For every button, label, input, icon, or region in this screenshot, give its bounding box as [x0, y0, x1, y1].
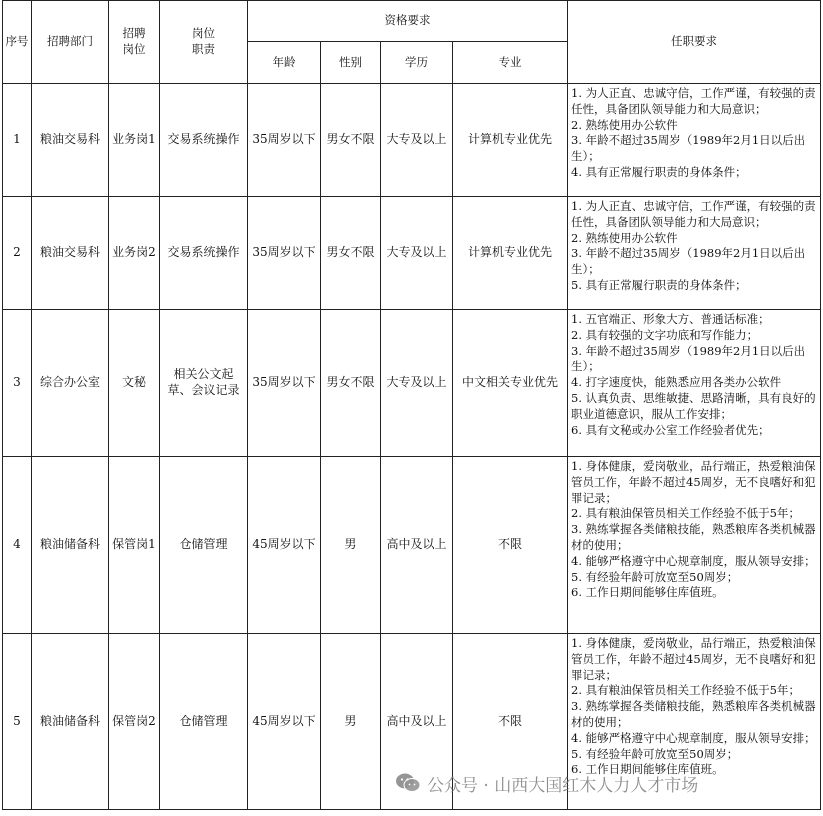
- cell-age: 35周岁以下: [248, 310, 321, 457]
- cell-age: 35周岁以下: [248, 197, 321, 310]
- requirement-line: 2. 具有粮油保管员相关工作经验不低于5年；: [571, 506, 800, 521]
- cell-post: 业务岗1: [109, 84, 160, 197]
- cell-gender: 男: [321, 634, 381, 810]
- cell-dept: 综合办公室: [32, 310, 109, 457]
- requirement-line: 1. 五官端正、形象大方、普通话标准；: [571, 312, 770, 326]
- cell-duty: 相关公文起草、会议记录: [160, 310, 248, 457]
- cell-dept: 粮油交易科: [32, 197, 109, 310]
- requirement-line: 4. 能够严格遵守中心规章制度，服从领导安排；: [571, 553, 816, 568]
- requirement-line: 5. 具有正常履行职责的身体条件；: [571, 277, 747, 292]
- cell-age: 45周岁以下: [248, 634, 321, 810]
- requirement-line: 2. 熟练使用办公软件: [571, 117, 678, 132]
- cell-duty: 仓储管理: [160, 634, 248, 810]
- header-major: 专业: [453, 42, 568, 84]
- cell-no: 2: [3, 197, 32, 310]
- requirement-line: 5. 认真负责、思维敏捷、思路清晰，具有良好的职业道德意识，服从工作安排；: [571, 390, 816, 421]
- cell-education: 高中及以上: [381, 457, 453, 634]
- requirement-line: 2. 具有较强的文字功底和写作能力；: [571, 327, 759, 342]
- table-row: [3, 197, 821, 310]
- cell-duty: 交易系统操作: [160, 84, 248, 197]
- requirement-line: 3. 熟练掌握各类储粮技能，熟悉粮库各类机械器材的使用；: [571, 699, 816, 729]
- requirement-line: 3. 年龄不超过35周岁（1989年2月1日以后出生）；: [571, 246, 806, 277]
- header-row-top: [3, 1, 821, 42]
- header-dept: 招聘部门: [32, 1, 109, 84]
- recruitment-table-container: [2, 0, 820, 810]
- cell-requirements: [568, 457, 821, 634]
- cell-requirements: [568, 634, 821, 810]
- cell-post: 保管岗2: [109, 634, 160, 810]
- cell-post: 保管岗1: [109, 457, 160, 634]
- header-requirements: 任职要求: [568, 1, 821, 84]
- requirement-line: 4. 打字速度快，能熟悉应用各类办公软件: [571, 375, 782, 390]
- requirement-line: 3. 熟练掌握各类储粮技能，熟悉粮库各类机械器材的使用；: [571, 522, 816, 552]
- requirement-line: 3. 年龄不超过35周岁（1989年2月1日以后出生）；: [571, 343, 806, 374]
- header-qualifications: 资格要求: [248, 1, 568, 42]
- cell-major: 不限: [453, 634, 568, 810]
- table-row: [3, 310, 821, 457]
- table-row: [3, 457, 821, 634]
- requirement-line: 5. 有经验年龄可放宽至50周岁；: [571, 569, 739, 584]
- header-duty: 岗位 职责: [160, 1, 248, 84]
- requirement-line: 2. 具有粮油保管员相关工作经验不低于5年；: [571, 683, 800, 698]
- recruitment-table: [2, 0, 821, 810]
- header-no: 序号: [3, 1, 32, 84]
- watermark-text: 公众号 · 山西大国红木人力人才市场: [427, 775, 699, 796]
- cell-no: 3: [3, 310, 32, 457]
- cell-post: 文秘: [109, 310, 160, 457]
- cell-gender: 男: [321, 457, 381, 634]
- requirement-line: 1. 为人正直、忠诚守信，工作严谨，有较强的责任性，具备团队领导能力和大局意识；: [571, 86, 816, 116]
- header-education: 学历: [381, 42, 453, 84]
- cell-no: 4: [3, 457, 32, 634]
- cell-age: 45周岁以下: [248, 457, 321, 634]
- cell-dept: 粮油交易科: [32, 84, 109, 197]
- requirement-line: 1. 身体健康，爱岗敬业，品行端正，热爱粮油保管员工作，年龄不超过45周岁，无不良嗜好和犯罪记录；: [571, 459, 816, 505]
- table-row: [3, 84, 821, 197]
- requirement-line: 1. 身体健康，爱岗敬业，品行端正，热爱粮油保管员工作，年龄不超过45周岁，无不良嗜好和犯罪记录；: [571, 636, 816, 682]
- cell-education: 高中及以上: [381, 634, 453, 810]
- requirement-line: 3. 年龄不超过35周岁（1989年2月1日以后出生）；: [571, 133, 806, 164]
- cell-major: 不限: [453, 457, 568, 634]
- header-post: 招聘 岗位: [109, 1, 160, 84]
- header-gender: 性别: [321, 42, 381, 84]
- cell-requirements: [568, 84, 821, 197]
- cell-gender: 男女不限: [321, 84, 381, 197]
- cell-major: 计算机专业优先: [453, 197, 568, 310]
- cell-no: 5: [3, 634, 32, 810]
- requirement-line: 1. 为人正直、忠诚守信，工作严谨，有较强的责任性，具备团队领导能力和大局意识；: [571, 199, 816, 229]
- cell-requirements: [568, 310, 821, 457]
- table-body: [3, 84, 821, 810]
- requirement-line: 6. 具有文秘或办公室工作经验者优先；: [571, 422, 770, 437]
- table-row: [3, 634, 821, 810]
- requirement-line: 4. 能够严格遵守中心规章制度，服从领导安排；: [571, 730, 816, 745]
- cell-education: 大专及以上: [381, 197, 453, 310]
- cell-major: 计算机专业优先: [453, 84, 568, 197]
- cell-requirements: [568, 197, 821, 310]
- cell-dept: 粮油储备科: [32, 457, 109, 634]
- requirement-line: 2. 熟练使用办公软件: [571, 230, 678, 245]
- cell-dept: 粮油储备科: [32, 634, 109, 810]
- requirement-line: 6. 工作日期间能够住库值班。: [571, 585, 724, 600]
- cell-gender: 男女不限: [321, 197, 381, 310]
- cell-post: 业务岗2: [109, 197, 160, 310]
- cell-gender: 男女不限: [321, 310, 381, 457]
- cell-duty: 仓储管理: [160, 457, 248, 634]
- cell-no: 1: [3, 84, 32, 197]
- requirement-line: 5. 有经验年龄可放宽至50周岁；: [571, 746, 739, 761]
- requirement-line: 6. 工作日期间能够住库值班。: [571, 762, 724, 777]
- cell-education: 大专及以上: [381, 84, 453, 197]
- header-age: 年龄: [248, 42, 321, 84]
- requirement-line: 4. 具有正常履行职责的身体条件；: [571, 164, 747, 179]
- cell-duty: 交易系统操作: [160, 197, 248, 310]
- cell-major: 中文相关专业优先: [453, 310, 568, 457]
- cell-age: 35周岁以下: [248, 84, 321, 197]
- cell-education: 大专及以上: [381, 310, 453, 457]
